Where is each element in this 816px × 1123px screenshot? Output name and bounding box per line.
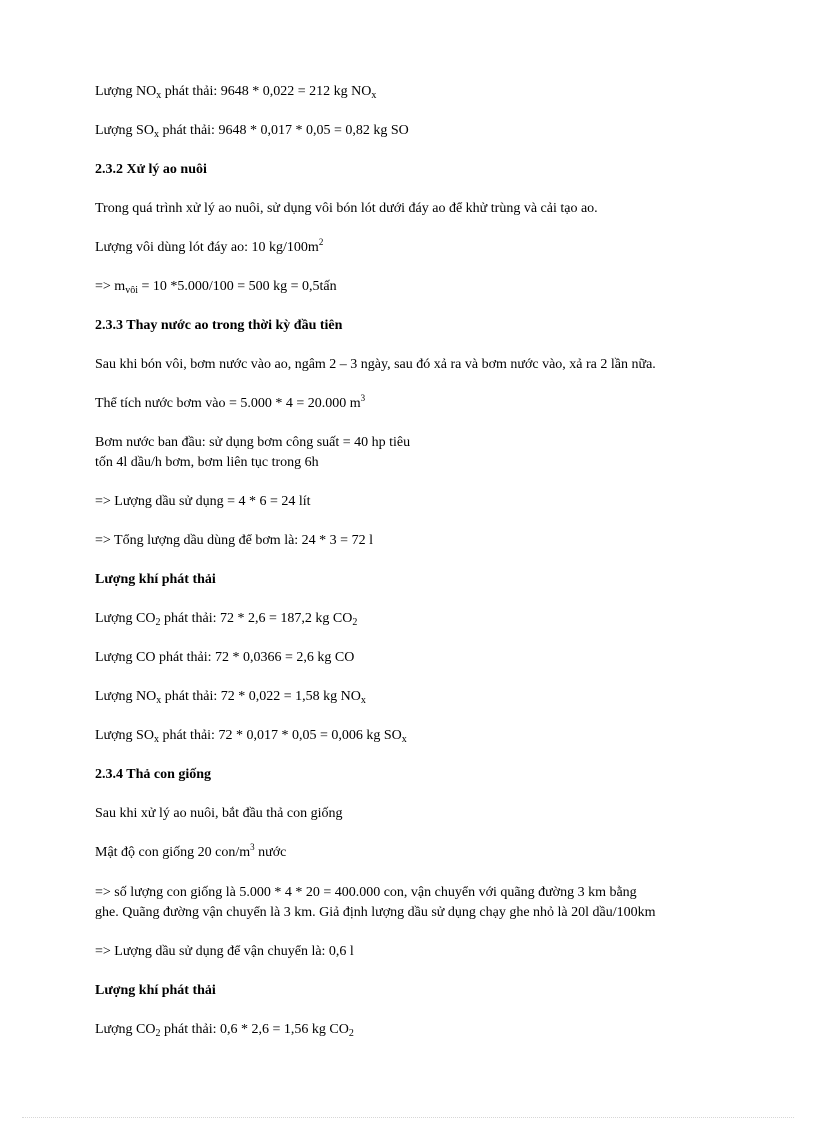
text: Thể tích nước bơm vào = 5.000 * 4 = 20.000 m xyxy=(95,396,361,411)
subscript: x xyxy=(401,734,407,745)
text: Lượng CO xyxy=(95,1022,156,1037)
section-heading-2-3-2: 2.3.2 Xử lý ao nuôi xyxy=(95,162,207,177)
section-heading-2-3-3: 2.3.3 Thay nước ao trong thời kỳ đầu tiên xyxy=(95,318,343,333)
text: phát thải: 72 * 0,017 * 0,05 = 0,006 kg SO xyxy=(158,728,402,743)
water-volume-line xyxy=(95,395,365,413)
text: phát thải: 9648 * 0,022 = 212 kg NO xyxy=(161,84,372,99)
emission-heading: Lượng khí phát thải xyxy=(95,983,216,998)
subscript: vôi xyxy=(125,285,138,296)
text: phát thải: 9648 * 0,017 * 0,05 = 0,82 kg SO xyxy=(158,123,409,138)
paragraph: => Tổng lượng dầu dùng để bơm là: 24 * 3 = 72 l xyxy=(95,533,373,548)
lime-amount-line xyxy=(95,239,323,257)
sox-emission-line xyxy=(95,727,407,745)
subscript: x xyxy=(153,129,159,140)
text: Lượng CO xyxy=(95,611,156,626)
subscript: x xyxy=(360,695,366,706)
text: phát thải: 72 * 2,6 = 187,2 kg CO xyxy=(160,611,353,626)
pump-paragraph xyxy=(95,433,410,473)
co2-emission-line xyxy=(95,610,357,628)
paragraph: Sau khi xử lý ao nuôi, bắt đầu thả con giống xyxy=(95,806,343,821)
text: Lượng NO xyxy=(95,84,157,99)
subscript: x xyxy=(153,734,159,745)
subscript: 2 xyxy=(155,1028,161,1039)
subscript: x xyxy=(156,695,162,706)
subscript: 2 xyxy=(155,617,161,628)
lime-mass-line xyxy=(95,278,337,296)
text: Lượng SO xyxy=(95,123,154,138)
subscript: x xyxy=(156,90,162,101)
sox-emission-line xyxy=(95,122,409,140)
text-line: Bơm nước ban đầu: sử dụng bơm công suất = 40 hp tiêu xyxy=(95,435,411,450)
text: => m xyxy=(95,279,126,294)
paragraph: Sau khi bón vôi, bơm nước vào ao, ngâm 2 – 3 ngày, sau đó xả ra và bơm nước vào, xả ra 2 lần nữa. xyxy=(95,357,656,372)
paragraph: Trong quá trình xử lý ao nuôi, sử dụng vôi bón lót dưới đáy ao để khử trùng và cải tạo ao. xyxy=(95,201,598,216)
text: Lượng SO xyxy=(95,728,154,743)
superscript: 3 xyxy=(250,842,255,852)
page-bottom-divider xyxy=(22,1117,794,1118)
nox-emission-line xyxy=(95,83,376,101)
text: = 10 *5.000/100 = 500 kg = 0,5tấn xyxy=(137,279,337,294)
section-heading-2-3-4: 2.3.4 Thả con giống xyxy=(95,767,212,782)
transport-paragraph xyxy=(95,883,656,923)
density-line xyxy=(95,844,286,862)
text: nước xyxy=(254,845,287,860)
subscript: 2 xyxy=(348,1028,354,1039)
co2-emission-line xyxy=(95,1021,354,1039)
text: Mật độ con giống 20 con/m xyxy=(95,845,251,860)
text: Lượng NO xyxy=(95,689,157,704)
superscript: 3 xyxy=(360,393,366,403)
paragraph: => Lượng dầu sử dụng để vận chuyển là: 0,6 l xyxy=(95,944,354,959)
text-line: tốn 4l dầu/h bơm, bơm liên tục trong 6h xyxy=(95,455,319,470)
paragraph: => Lượng dầu sử dụng = 4 * 6 = 24 lít xyxy=(95,494,311,509)
nox-emission-line xyxy=(95,688,366,706)
superscript: 2 xyxy=(318,237,324,247)
text: phát thải: 72 * 0,022 = 1,58 kg NO xyxy=(161,689,361,704)
co-emission-line: Lượng CO phát thải: 72 * 0,0366 = 2,6 kg CO xyxy=(95,650,355,665)
emission-heading: Lượng khí phát thải xyxy=(95,572,216,587)
text: Lượng vôi dùng lót đáy ao: 10 kg/100m xyxy=(95,240,319,255)
text-line: => số lượng con giống là 5.000 * 4 * 20 = 400.000 con, vận chuyển với quãng đường 3 km bằng xyxy=(95,885,637,900)
subscript: x xyxy=(371,90,377,101)
text: phát thải: 0,6 * 2,6 = 1,56 kg CO xyxy=(160,1022,349,1037)
subscript: 2 xyxy=(352,617,358,628)
text-line: ghe. Quãng đường vận chuyển là 3 km. Giả định lượng dầu sử dụng chạy ghe nhỏ là 20l dầu/100km xyxy=(95,905,656,920)
